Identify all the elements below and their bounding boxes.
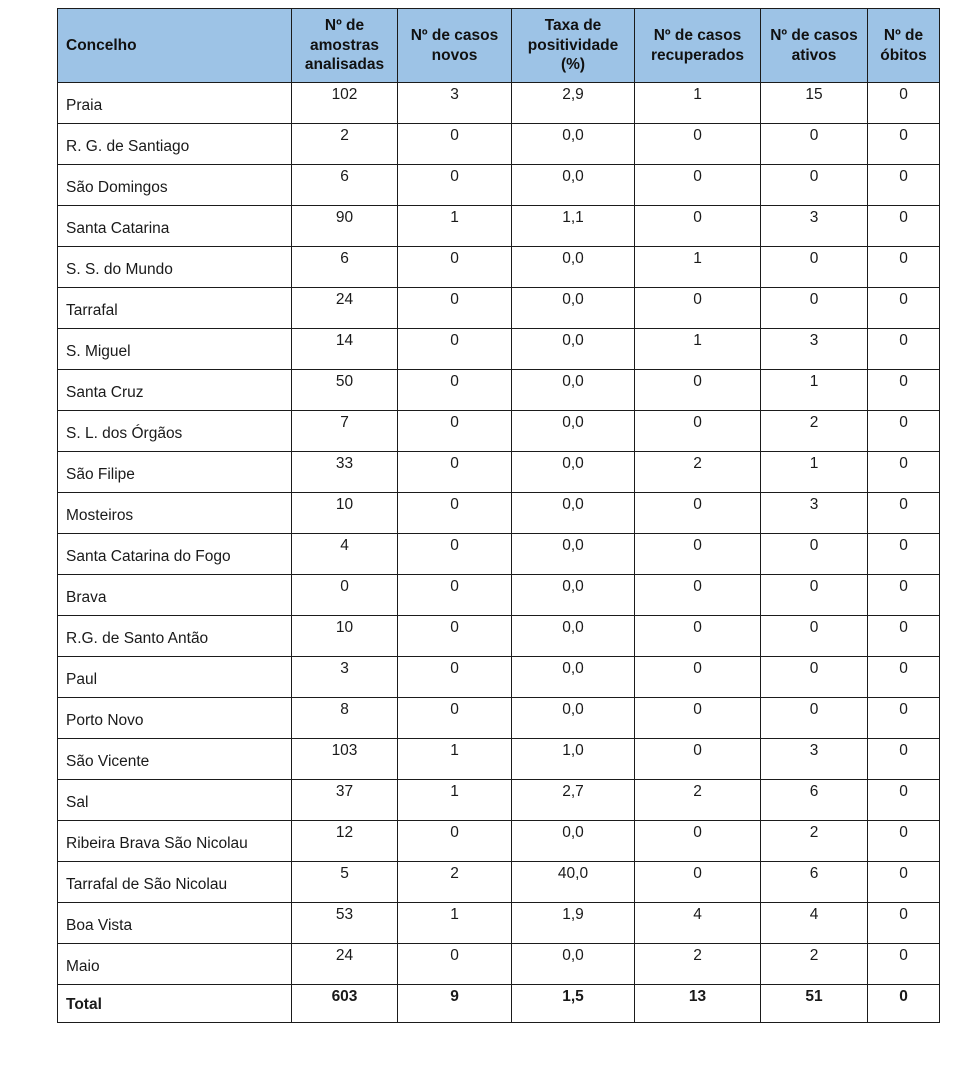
cell-ativos: 3 [761, 493, 868, 534]
cell-taxa: 0,0 [512, 411, 635, 452]
cell-taxa: 0,0 [512, 370, 635, 411]
column-header-amostras: Nº de amostras analisadas [292, 9, 398, 83]
total-cell-taxa: 1,5 [512, 985, 635, 1023]
cell-taxa: 0,0 [512, 165, 635, 206]
table-row [58, 575, 940, 616]
row-label: Mosteiros [58, 493, 292, 534]
cell-ativos: 0 [761, 288, 868, 329]
cell-novos: 2 [398, 862, 512, 903]
row-label: São Domingos [58, 165, 292, 206]
table-row [58, 821, 940, 862]
table-row [58, 452, 940, 493]
cell-novos: 0 [398, 370, 512, 411]
cell-ativos: 2 [761, 411, 868, 452]
cell-taxa: 0,0 [512, 698, 635, 739]
cell-obitos: 0 [868, 862, 940, 903]
row-label: Tarrafal de São Nicolau [58, 862, 292, 903]
cell-novos: 1 [398, 780, 512, 821]
cell-recuperados: 0 [635, 288, 761, 329]
cell-amostras: 6 [292, 247, 398, 288]
cell-taxa: 0,0 [512, 616, 635, 657]
cell-recuperados: 2 [635, 944, 761, 985]
table-row [58, 944, 940, 985]
table-row [58, 247, 940, 288]
cell-novos: 0 [398, 165, 512, 206]
cell-recuperados: 0 [635, 411, 761, 452]
cell-amostras: 12 [292, 821, 398, 862]
cell-ativos: 2 [761, 944, 868, 985]
cell-recuperados: 0 [635, 862, 761, 903]
cell-obitos: 0 [868, 452, 940, 493]
cell-taxa: 0,0 [512, 534, 635, 575]
cell-amostras: 50 [292, 370, 398, 411]
cell-amostras: 7 [292, 411, 398, 452]
cell-amostras: 24 [292, 288, 398, 329]
cell-obitos: 0 [868, 206, 940, 247]
cell-amostras: 14 [292, 329, 398, 370]
cell-amostras: 3 [292, 657, 398, 698]
table-row [58, 739, 940, 780]
row-label: Sal [58, 780, 292, 821]
cell-novos: 0 [398, 411, 512, 452]
column-header-ativos: Nº de casos ativos [761, 9, 868, 83]
cell-recuperados: 1 [635, 83, 761, 124]
header-row [58, 9, 940, 83]
cell-novos: 0 [398, 944, 512, 985]
total-cell-recuperados: 13 [635, 985, 761, 1023]
cell-ativos: 3 [761, 329, 868, 370]
cell-recuperados: 0 [635, 493, 761, 534]
cell-novos: 0 [398, 493, 512, 534]
cell-obitos: 0 [868, 944, 940, 985]
table-row [58, 903, 940, 944]
table-footer [58, 985, 940, 1023]
row-label: São Filipe [58, 452, 292, 493]
cell-recuperados: 0 [635, 739, 761, 780]
table-row [58, 124, 940, 165]
row-label: S. Miguel [58, 329, 292, 370]
cell-obitos: 0 [868, 370, 940, 411]
cell-taxa: 0,0 [512, 452, 635, 493]
cell-obitos: 0 [868, 821, 940, 862]
row-label: Maio [58, 944, 292, 985]
cell-novos: 0 [398, 288, 512, 329]
cell-amostras: 6 [292, 165, 398, 206]
cell-recuperados: 0 [635, 534, 761, 575]
cell-ativos: 0 [761, 124, 868, 165]
row-label: Praia [58, 83, 292, 124]
cell-taxa: 1,1 [512, 206, 635, 247]
cell-novos: 0 [398, 657, 512, 698]
cell-obitos: 0 [868, 288, 940, 329]
table-row [58, 616, 940, 657]
table-row [58, 329, 940, 370]
cell-recuperados: 0 [635, 370, 761, 411]
cell-recuperados: 0 [635, 165, 761, 206]
cell-novos: 0 [398, 575, 512, 616]
column-header-concelho: Concelho [58, 9, 292, 83]
cell-novos: 1 [398, 739, 512, 780]
cell-recuperados: 0 [635, 124, 761, 165]
cell-ativos: 1 [761, 452, 868, 493]
cell-taxa: 0,0 [512, 247, 635, 288]
table-row [58, 165, 940, 206]
total-row [58, 985, 940, 1023]
cell-obitos: 0 [868, 493, 940, 534]
cell-obitos: 0 [868, 657, 940, 698]
concelho-stats-table [57, 8, 940, 1023]
cell-taxa: 0,0 [512, 493, 635, 534]
row-label: Ribeira Brava São Nicolau [58, 821, 292, 862]
cell-ativos: 4 [761, 903, 868, 944]
cell-novos: 0 [398, 329, 512, 370]
row-label: S. S. do Mundo [58, 247, 292, 288]
row-label: Tarrafal [58, 288, 292, 329]
cell-recuperados: 0 [635, 575, 761, 616]
table-row [58, 657, 940, 698]
row-label: R. G. de Santiago [58, 124, 292, 165]
cell-obitos: 0 [868, 616, 940, 657]
cell-amostras: 10 [292, 493, 398, 534]
cell-amostras: 5 [292, 862, 398, 903]
row-label: Porto Novo [58, 698, 292, 739]
cell-recuperados: 4 [635, 903, 761, 944]
cell-taxa: 2,9 [512, 83, 635, 124]
cell-ativos: 0 [761, 575, 868, 616]
table-body [58, 83, 940, 985]
cell-obitos: 0 [868, 165, 940, 206]
cell-ativos: 6 [761, 780, 868, 821]
cell-obitos: 0 [868, 575, 940, 616]
cell-novos: 0 [398, 124, 512, 165]
cell-ativos: 0 [761, 698, 868, 739]
cell-amostras: 8 [292, 698, 398, 739]
cell-recuperados: 1 [635, 329, 761, 370]
total-cell-obitos: 0 [868, 985, 940, 1023]
cell-amostras: 10 [292, 616, 398, 657]
column-header-novos: Nº de casos novos [398, 9, 512, 83]
column-header-obitos: Nº de óbitos [868, 9, 940, 83]
cell-amostras: 102 [292, 83, 398, 124]
row-label: Brava [58, 575, 292, 616]
row-label: Paul [58, 657, 292, 698]
row-label: Santa Cruz [58, 370, 292, 411]
cell-taxa: 0,0 [512, 657, 635, 698]
total-cell-amostras: 603 [292, 985, 398, 1023]
cell-novos: 0 [398, 616, 512, 657]
cell-taxa: 0,0 [512, 944, 635, 985]
row-label: S. L. dos Órgãos [58, 411, 292, 452]
cell-novos: 1 [398, 206, 512, 247]
total-row-label: Total [58, 985, 292, 1023]
cell-taxa: 0,0 [512, 124, 635, 165]
cell-ativos: 0 [761, 657, 868, 698]
cell-amostras: 37 [292, 780, 398, 821]
cell-amostras: 33 [292, 452, 398, 493]
cell-obitos: 0 [868, 739, 940, 780]
cell-taxa: 40,0 [512, 862, 635, 903]
cell-amostras: 2 [292, 124, 398, 165]
total-cell-novos: 9 [398, 985, 512, 1023]
table-header [58, 9, 940, 83]
cell-ativos: 6 [761, 862, 868, 903]
cell-ativos: 1 [761, 370, 868, 411]
cell-novos: 0 [398, 821, 512, 862]
cell-amostras: 103 [292, 739, 398, 780]
cell-amostras: 0 [292, 575, 398, 616]
row-label: Santa Catarina [58, 206, 292, 247]
cell-obitos: 0 [868, 780, 940, 821]
cell-obitos: 0 [868, 534, 940, 575]
cell-novos: 1 [398, 903, 512, 944]
cell-novos: 0 [398, 698, 512, 739]
cell-recuperados: 0 [635, 657, 761, 698]
table-row [58, 780, 940, 821]
cell-taxa: 0,0 [512, 821, 635, 862]
cell-obitos: 0 [868, 411, 940, 452]
cell-amostras: 53 [292, 903, 398, 944]
cell-novos: 0 [398, 247, 512, 288]
table-row [58, 493, 940, 534]
row-label: Santa Catarina do Fogo [58, 534, 292, 575]
cell-ativos: 0 [761, 616, 868, 657]
cell-obitos: 0 [868, 247, 940, 288]
row-label: Boa Vista [58, 903, 292, 944]
table-row [58, 370, 940, 411]
cell-obitos: 0 [868, 124, 940, 165]
row-label: R.G. de Santo Antão [58, 616, 292, 657]
cell-novos: 0 [398, 534, 512, 575]
cell-taxa: 0,0 [512, 288, 635, 329]
cell-recuperados: 0 [635, 821, 761, 862]
cell-taxa: 1,9 [512, 903, 635, 944]
table-row [58, 862, 940, 903]
cell-novos: 0 [398, 452, 512, 493]
cell-ativos: 3 [761, 739, 868, 780]
cell-recuperados: 2 [635, 780, 761, 821]
cell-ativos: 3 [761, 206, 868, 247]
cell-ativos: 0 [761, 165, 868, 206]
table-row [58, 83, 940, 124]
cell-amostras: 24 [292, 944, 398, 985]
cell-recuperados: 0 [635, 698, 761, 739]
cell-amostras: 90 [292, 206, 398, 247]
cell-obitos: 0 [868, 903, 940, 944]
cell-recuperados: 2 [635, 452, 761, 493]
cell-obitos: 0 [868, 698, 940, 739]
cell-taxa: 0,0 [512, 329, 635, 370]
cell-recuperados: 0 [635, 206, 761, 247]
cell-ativos: 15 [761, 83, 868, 124]
cell-taxa: 1,0 [512, 739, 635, 780]
cell-novos: 3 [398, 83, 512, 124]
cell-recuperados: 0 [635, 616, 761, 657]
table-row [58, 534, 940, 575]
table-row [58, 206, 940, 247]
cell-ativos: 0 [761, 247, 868, 288]
table-row [58, 698, 940, 739]
cell-recuperados: 1 [635, 247, 761, 288]
table-row [58, 288, 940, 329]
total-cell-ativos: 51 [761, 985, 868, 1023]
cell-ativos: 0 [761, 534, 868, 575]
cell-ativos: 2 [761, 821, 868, 862]
cell-obitos: 0 [868, 83, 940, 124]
cell-taxa: 2,7 [512, 780, 635, 821]
column-header-recuperados: Nº de casos recuperados [635, 9, 761, 83]
column-header-taxa: Taxa de positividade (%) [512, 9, 635, 83]
table-row [58, 411, 940, 452]
row-label: São Vicente [58, 739, 292, 780]
cell-taxa: 0,0 [512, 575, 635, 616]
cell-amostras: 4 [292, 534, 398, 575]
cell-obitos: 0 [868, 329, 940, 370]
